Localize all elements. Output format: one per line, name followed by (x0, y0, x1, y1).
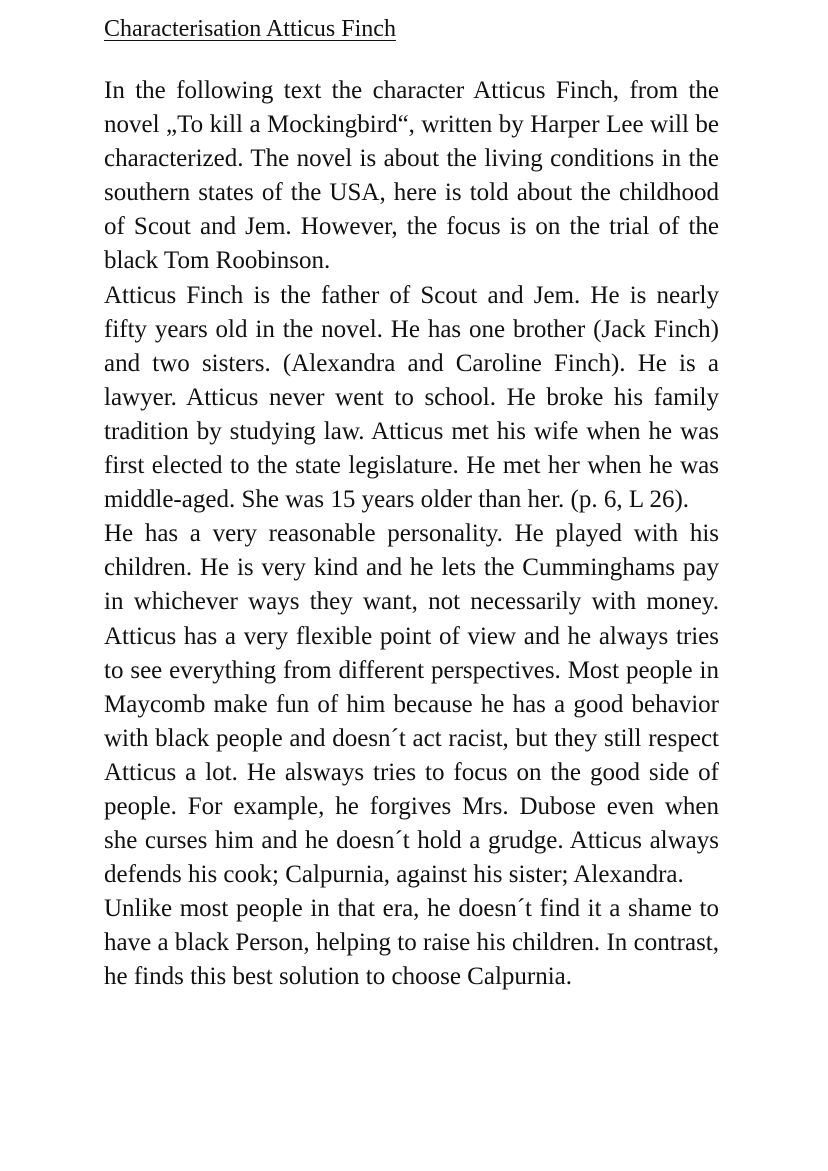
paragraph-introduction: In the following text the character Atticus Finch, from the novel „To kill a Mockingbird“, written by Harper Lee will be characterized. The novel is about the living conditions in the southern states of the USA, here is told about the childhood of Scout and Jem. However, the focus is on the trial of the black Tom Roobinson. (104, 77, 719, 275)
paragraph-personality: He has a very reasonable personality. He played with his children. He is very kind and he lets the Cumminghams pay in whichever ways they want, not necessarily with money. Atticus has a very flexible point of view and he always tries to see everything from different perspectives. Most people in Maycomb make fun of him because he has a good behavior with black people and doesn´t act racist, but they still respect Atticus a lot. He alsways tries to focus on the good side of people. For example, he forgives Mrs. Dubose even when she curses him and he doesn´t hold a grudge. Atticus always defends his cook; Calpurnia, against his sister; Alexandra. (104, 520, 719, 889)
document-body (104, 74, 719, 995)
paragraph-background: Atticus Finch is the father of Scout and Jem. He is nearly fifty years old in the novel. He has one brother (Jack Finch) and two sisters. (Alexandra and Caroline Finch). He is a lawyer. Atticus never went to school. He broke his family tradition by studying law. Atticus met his wife when he was first elected to the state legislature. He met her when he was middle-aged. She was 15 years older than her. (p. 6, L 26). (104, 281, 719, 514)
document-title: Characterisation Atticus Finch (104, 16, 396, 42)
paragraph-conclusion: Unlike most people in that era, he doesn´t find it a shame to have a black Person, helping to raise his children. In contrast, he finds this best solution to choose Calpurnia. (104, 895, 719, 991)
